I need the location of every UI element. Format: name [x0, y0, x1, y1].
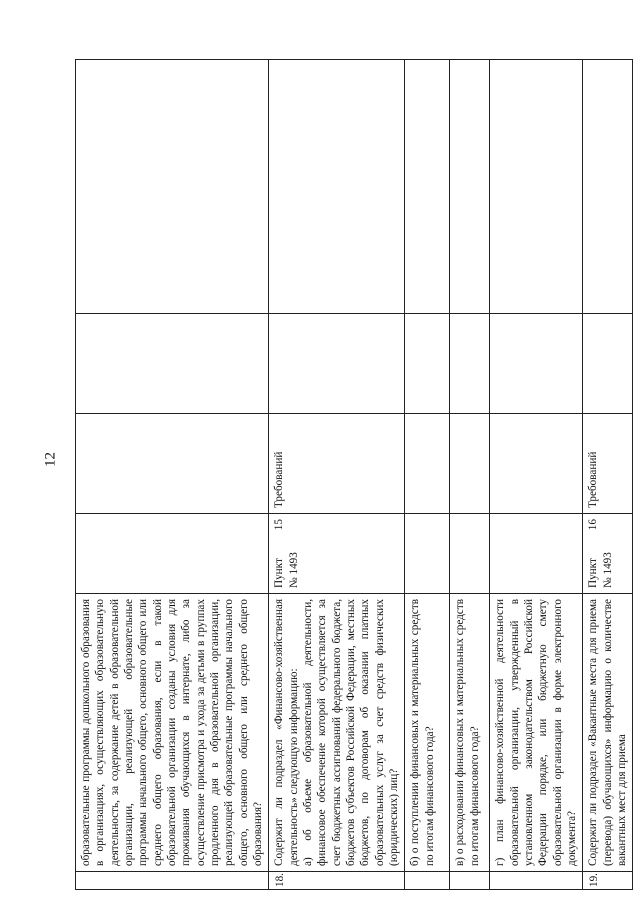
blank-cell: [76, 314, 269, 414]
question-cell: г) план финансово-хозяйственной деятельности образовательной организации, утвержденный в установленном законодательством Российской Федерации порядке, или бюджетную смету образовательной организации в форме электронного документа?: [490, 594, 583, 872]
blank-cell: [405, 314, 450, 414]
reference-number: 16: [587, 519, 600, 531]
reference-label: Пункт: [587, 558, 600, 588]
question-cell: образовательные программы дошкольного образования в организациях, осуществляющих образовательную деятельность, за содержание детей в образовательной организации, реализующей образовательные программы начального общего, основного общего или среднего общего образования, если в такой образовательной организации созданы условия для проживания обучающихся в интернате, либо за осуществление присмотра и ухода за детьми в группах продленного дня в образовательной организации, реализующей образовательные программы начального общего, основного общего или среднего общего образования?: [76, 594, 269, 872]
table-row: [269, 60, 405, 890]
row-number: [76, 872, 269, 890]
blank-cell: [269, 60, 405, 314]
blank-cell: [583, 60, 633, 314]
table-row: [490, 60, 583, 890]
blank-cell: [490, 60, 583, 314]
question-cell: Содержит ли подраздел «Финансово-хозяйственная деятельность» следующую информацию: а) об объеме образовательной деятельности, финансовое обеспечение которой осуществляется за счет бюджетных ассигнований федерального бюджета, бюджетов субъектов Российской Федерации, местных бюджетов, по договорам об оказании платных образовательных услуг за счет средств физических (юридических) лиц?: [269, 594, 405, 872]
question-cell: б) о поступлении финансовых и материальных средств по итогам финансового года?: [405, 594, 450, 872]
blank-cell: [405, 60, 450, 314]
table-row: [450, 60, 490, 890]
blank-cell: [490, 414, 583, 514]
reference-requirements: Требований: [587, 451, 600, 508]
reference-requirements: Требований: [273, 451, 286, 508]
table-row: [76, 60, 269, 890]
row-number: [450, 872, 490, 890]
rotated-table-container: [75, 60, 628, 890]
table-row: [583, 60, 633, 890]
blank-cell: [76, 414, 269, 514]
reference-cell: [269, 514, 405, 594]
row-number: 19.: [583, 872, 633, 890]
reference-number: 15: [273, 519, 286, 531]
blank-cell: [76, 60, 269, 314]
table-row: [405, 60, 450, 890]
reference-label: Пункт: [273, 558, 286, 588]
reference-cell-2: [583, 414, 633, 514]
blank-cell: [583, 314, 633, 414]
blank-cell: [450, 414, 490, 514]
question-cell: Содержит ли подраздел «Вакантные места для приема (перевода) обучающихся» информацию о количестве вакантных мест для приема: [583, 594, 633, 872]
reference-doc: № 1493: [287, 552, 300, 588]
blank-cell: [269, 314, 405, 414]
reference-cell: [405, 514, 450, 594]
reference-cell: [76, 514, 269, 594]
reference-cell: [490, 514, 583, 594]
row-number: 18.: [269, 872, 405, 890]
page-number: 12: [42, 452, 59, 467]
blank-cell: [405, 414, 450, 514]
row-number: [405, 872, 450, 890]
blank-cell: [450, 314, 490, 414]
question-cell: в) о расходовании финансовых и материальных средств по итогам финансового года?: [450, 594, 490, 872]
reference-cell-2: [269, 414, 405, 514]
reference-cell: [583, 514, 633, 594]
checklist-table: [75, 59, 633, 890]
blank-cell: [450, 60, 490, 314]
row-number: [490, 872, 583, 890]
reference-cell: [450, 514, 490, 594]
reference-doc: № 1493: [601, 552, 614, 588]
blank-cell: [490, 314, 583, 414]
